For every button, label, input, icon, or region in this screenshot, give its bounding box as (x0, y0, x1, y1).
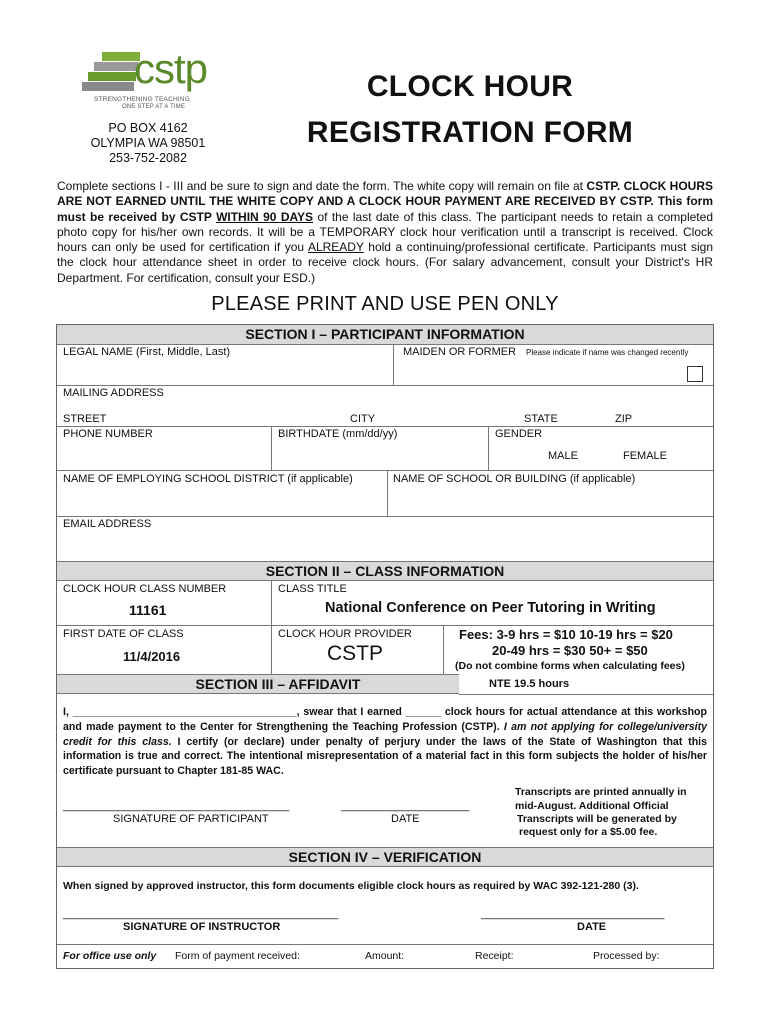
provider-label: CLOCK HOUR PROVIDER (278, 628, 412, 640)
birthdate-label: BIRTHDATE (mm/dd/yy) (278, 428, 398, 440)
affidavit-no-credit: I am not applying for college/university credit for this class. (63, 720, 707, 748)
instructor-signature-label: SIGNATURE OF INSTRUCTOR (123, 921, 281, 933)
transcript-note-3: Transcripts will be generated by (517, 813, 677, 825)
participant-signature-line[interactable]: _____________________________________ (63, 800, 290, 812)
instructions-paragraph (57, 179, 713, 286)
transcript-note-2: mid-August. Additional Official (515, 800, 669, 812)
logo-tagline-2: ONE STEP AT A TIME (122, 104, 186, 110)
city-label: CITY (350, 413, 376, 425)
transcript-note-4: request only for a $5.00 fee. (519, 826, 658, 838)
participant-date-line[interactable]: _____________________ (341, 800, 470, 812)
fees-line-1: Fees: 3-9 hrs = $10 10-19 hrs = $20 (459, 627, 673, 642)
form-title (270, 64, 670, 156)
address-line-1: PO BOX 4162 (108, 121, 188, 135)
intro-deadline: WITHIN 90 DAYS (216, 209, 314, 224)
mailing-address-block (78, 121, 218, 166)
amount-label: Amount: (365, 950, 405, 962)
maiden-name-label: MAIDEN OR FORMER (403, 346, 517, 358)
first-date-value: 11/4/2016 (123, 649, 181, 664)
section-2-header: SECTION II – CLASS INFORMATION (57, 561, 713, 581)
participant-signature-label: SIGNATURE OF PARTICIPANT (113, 813, 269, 825)
fees-line-2: 20-49 hrs = $30 50+ = $50 (492, 643, 648, 658)
first-date-label: FIRST DATE OF CLASS (63, 628, 184, 640)
intro-text-2: of the last date of this class. The participant needs to retain a completed photo copy for his/her own records. It will be a TEMPORARY clock hour verification until a transcript is received. Clock hours can only be used for certification if you (57, 209, 713, 255)
nte-hours: NTE 19.5 hours (489, 678, 570, 690)
affidavit-text-a: I, ______________________________________, swear that I earned ______ clock hours for actual attendance at this workshop and made payment to the Center for Strengthening the Teaching Profession (CSTP). (63, 706, 707, 733)
office-use-label: For office use only (63, 950, 157, 962)
class-number-value: 11161 (129, 602, 167, 618)
phone-number: 253-752-2082 (109, 151, 187, 165)
class-number-label: CLOCK HOUR CLASS NUMBER (63, 583, 227, 595)
participant-date-label: DATE (391, 813, 420, 825)
title-line-1: CLOCK HOUR (366, 70, 574, 103)
street-label: STREET (63, 413, 107, 425)
school-district-label: NAME OF EMPLOYING SCHOOL DISTRICT (if applicable) (63, 473, 353, 485)
intro-bold-text: CSTP. CLOCK HOURS ARE NOT EARNED UNTIL THE WHITE COPY AND A CLOCK HOUR PAYMENT ARE RECEIVED BY CSTP. This form must be received by CSTP (57, 179, 714, 224)
mailing-address-label: MAILING ADDRESS (63, 387, 164, 399)
gender-male-option[interactable]: MALE (548, 450, 578, 462)
logo-text: cstp (134, 45, 208, 92)
legal-name-label: LEGAL NAME (First, Middle, Last) (63, 346, 231, 358)
instructor-date-line[interactable]: ______________________________ (481, 908, 665, 920)
class-title-value: National Conference on Peer Tutoring in Writing (325, 600, 656, 616)
section-4-header: SECTION IV – VERIFICATION (57, 847, 713, 867)
logo-tagline: STRENGTHENING TEACHING (94, 96, 191, 103)
state-label: STATE (524, 413, 558, 425)
school-building-label: NAME OF SCHOOL OR BUILDING (if applicable) (393, 473, 636, 485)
address-line-2: OLYMPIA WA 98501 (90, 136, 206, 150)
phone-label: PHONE NUMBER (63, 428, 153, 440)
section-3-header: SECTION III – AFFIDAVIT (57, 674, 459, 694)
gender-female-option[interactable]: FEMALE (623, 450, 668, 462)
cstp-logo (78, 46, 228, 114)
name-changed-checkbox[interactable] (687, 366, 703, 382)
instructor-signature-line[interactable]: _____________________________________________ (63, 908, 339, 920)
email-label: EMAIL ADDRESS (63, 518, 152, 530)
fees-note: (Do not combine forms when calculating fees) (455, 660, 685, 672)
affidavit-text (63, 705, 707, 779)
section-1-header: SECTION I – PARTICIPANT INFORMATION (57, 325, 713, 345)
provider-value: CSTP (327, 642, 384, 665)
intro-text-1: Complete sections I - III and be sure to sign and date the form. The white copy will remain on file at (57, 179, 587, 193)
zip-label: ZIP (615, 413, 633, 425)
verification-statement: When signed by approved instructor, this form documents eligible clock hours as required by WAC 392-121-280 (3). (63, 880, 639, 892)
affidavit-text-b: I certify (or declare) under penalty of perjury under the laws of the State of Washington that this information is true and correct. The intentional misrepresentation of a material fact in this form subjects the holder of his/her certificate pursuant to Chapter 181-85 WAC. (63, 735, 707, 778)
receipt-label: Receipt: (475, 950, 514, 962)
class-title-label: CLASS TITLE (278, 583, 347, 595)
processed-by-label: Processed by: (593, 950, 660, 962)
gender-label: GENDER (495, 428, 543, 440)
maiden-name-note: Please indicate if name was changed recently (526, 348, 689, 357)
logo-steps-icon (82, 46, 142, 88)
payment-form-label: Form of payment received: (175, 950, 300, 962)
title-line-2: REGISTRATION FORM (306, 116, 634, 149)
print-notice: PLEASE PRINT AND USE PEN ONLY (211, 293, 559, 315)
transcript-note-1: Transcripts are printed annually in (515, 786, 687, 798)
intro-already: ALREADY (307, 240, 364, 255)
instructor-date-label: DATE (577, 921, 607, 933)
intro-text-3: hold a continuing/professional certificate. Participants must sign the clock hour attendance sheet in order to receive clock hours. (For salary advancement, consult your District's HR Department. For certification, consult your ESD.) (57, 240, 713, 285)
registration-form (56, 324, 714, 969)
